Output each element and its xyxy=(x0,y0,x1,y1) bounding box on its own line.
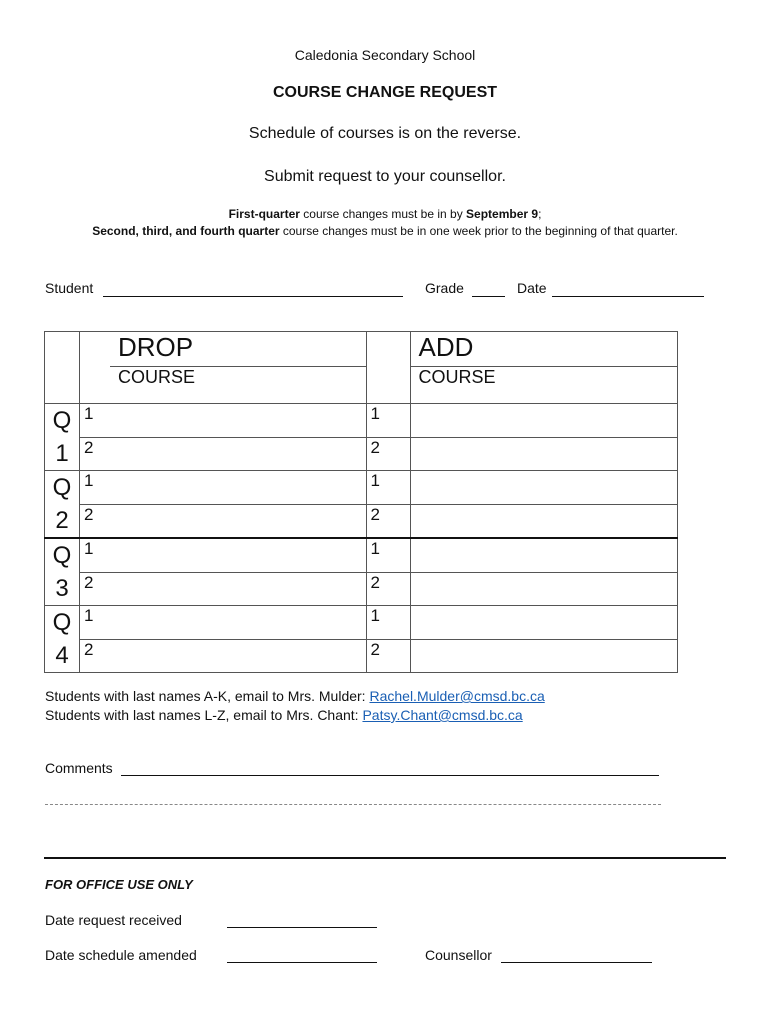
deadline-line-2 xyxy=(0,224,770,238)
date-amended-field[interactable] xyxy=(227,947,377,963)
add-course-q1-2[interactable] xyxy=(410,438,677,471)
add-course-q2-2[interactable] xyxy=(410,505,677,538)
deadline-other-quarters: Second, third, and fourth quarter xyxy=(92,224,280,238)
form-title: COURSE CHANGE REQUEST xyxy=(272,84,498,101)
drop-slot-number: 2 xyxy=(80,505,111,538)
drop-slot-number: 1 xyxy=(80,471,111,505)
email-link-chant[interactable]: Patsy.Chant@cmsd.bc.ca xyxy=(362,707,523,723)
drop-slot-number: 2 xyxy=(80,438,111,471)
add-course-q1-1[interactable] xyxy=(410,404,677,438)
add-course-q2-1[interactable] xyxy=(410,471,677,505)
deadline-rest: course changes must be in one week prior to the beginning of that quarter. xyxy=(279,224,678,238)
deadline-end: ; xyxy=(538,207,542,221)
add-slot-number: 2 xyxy=(366,505,410,538)
add-course-label: COURSE xyxy=(410,367,677,404)
section-divider xyxy=(44,857,726,859)
drop-slot-number: 2 xyxy=(80,572,111,605)
comments-label: Comments xyxy=(45,760,113,776)
drop-course-q1-2[interactable] xyxy=(110,438,366,471)
date-received-field[interactable] xyxy=(227,912,377,928)
grade-label: Grade xyxy=(425,280,464,296)
corner-cell-2 xyxy=(80,332,111,404)
drop-slot-number: 1 xyxy=(80,606,111,640)
drop-course-q1-1[interactable] xyxy=(110,404,366,438)
drop-header: DROP xyxy=(110,332,366,367)
add-slot-number: 1 xyxy=(366,606,410,640)
add-course-q3-1[interactable] xyxy=(410,538,677,572)
add-course-q4-2[interactable] xyxy=(410,640,677,673)
add-course-q4-1[interactable] xyxy=(410,606,677,640)
quarter-label-q2 xyxy=(45,471,80,539)
add-slot-number: 1 xyxy=(366,538,410,572)
quarter-label-q4 xyxy=(45,606,80,673)
add-slot-number: 1 xyxy=(366,404,410,438)
quarter-number: 4 xyxy=(55,642,69,669)
contact-line-a-k xyxy=(45,688,545,704)
quarter-number: 2 xyxy=(55,507,69,534)
add-course-q3-2[interactable] xyxy=(410,572,677,605)
grade-field[interactable] xyxy=(472,281,505,297)
add-header: ADD xyxy=(410,332,677,367)
quarter-label-q1 xyxy=(45,404,80,471)
drop-course-q2-1[interactable] xyxy=(110,471,366,505)
drop-course-q4-1[interactable] xyxy=(110,606,366,640)
add-slot-number: 2 xyxy=(366,572,410,605)
comments-field-line-1[interactable] xyxy=(121,760,659,776)
add-corner-cell xyxy=(366,332,410,404)
quarter-letter: Q xyxy=(52,609,72,636)
drop-course-q4-2[interactable] xyxy=(110,640,366,673)
quarter-letter: Q xyxy=(52,407,72,434)
quarter-number: 1 xyxy=(55,440,69,467)
drop-course-q3-2[interactable] xyxy=(110,572,366,605)
date-field[interactable] xyxy=(552,281,704,297)
quarter-number: 3 xyxy=(55,575,69,602)
deadline-date: September 9 xyxy=(466,207,539,221)
office-use-heading: FOR OFFICE USE ONLY xyxy=(45,877,193,892)
student-label: Student xyxy=(45,280,94,296)
contact-text-a-k: Students with last names A-K, email to Mrs. Mulder: xyxy=(45,688,370,704)
drop-slot-number: 1 xyxy=(80,404,111,438)
contact-text-l-z: Students with last names L-Z, email to Mrs. Chant: xyxy=(45,707,363,723)
comments-field-line-2[interactable] xyxy=(45,804,661,805)
course-change-table xyxy=(44,331,678,673)
subtitle-submit: Submit request to your counsellor. xyxy=(264,168,506,185)
drop-slot-number: 1 xyxy=(80,538,111,572)
add-slot-number: 1 xyxy=(366,471,410,505)
date-amended-label: Date schedule amended xyxy=(45,947,197,963)
add-slot-number: 2 xyxy=(366,438,410,471)
deadline-line-1 xyxy=(0,207,770,221)
drop-course-q2-2[interactable] xyxy=(110,505,366,538)
corner-cell xyxy=(45,332,80,404)
counsellor-field[interactable] xyxy=(501,947,652,963)
drop-slot-number: 2 xyxy=(80,640,111,673)
add-slot-number: 2 xyxy=(366,640,410,673)
date-received-label: Date request received xyxy=(45,912,182,928)
student-field[interactable] xyxy=(103,281,403,297)
date-label: Date xyxy=(517,280,547,296)
deadline-first-quarter: First-quarter xyxy=(228,207,300,221)
counsellor-label: Counsellor xyxy=(425,947,492,963)
quarter-letter: Q xyxy=(52,542,72,569)
email-link-mulder[interactable]: Rachel.Mulder@cmsd.bc.ca xyxy=(369,688,545,704)
drop-course-label: COURSE xyxy=(110,367,366,404)
deadline-mid: course changes must be in by xyxy=(299,207,467,221)
quarter-letter: Q xyxy=(52,474,72,501)
school-name: Caledonia Secondary School xyxy=(294,47,476,63)
contact-line-l-z xyxy=(45,707,523,723)
quarter-label-q3 xyxy=(45,538,80,606)
subtitle-reverse: Schedule of courses is on the reverse. xyxy=(248,125,522,142)
drop-course-q3-1[interactable] xyxy=(110,538,366,572)
